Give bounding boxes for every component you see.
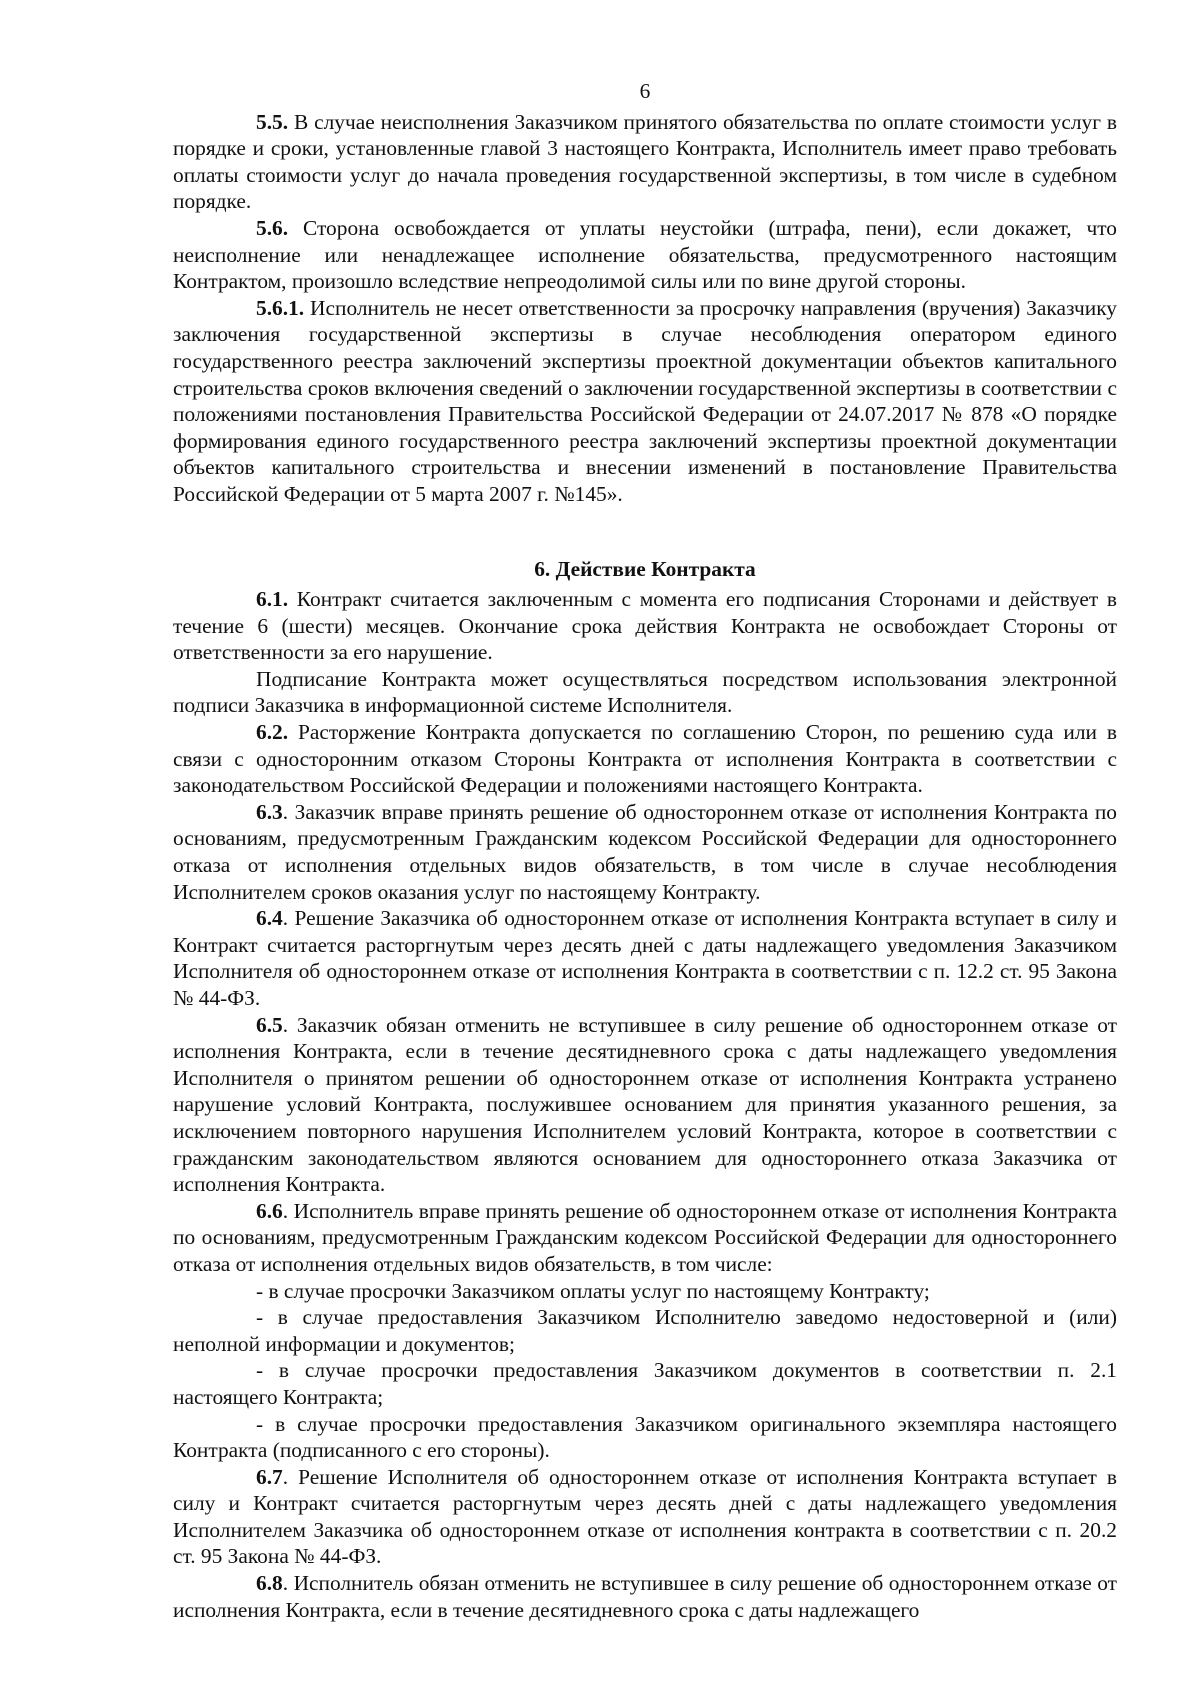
clause-text: Исполнитель не несет ответственности за просрочку направления (вручения) Заказчику заключения государственной экспертизы в случае несоблюдения оператором единого государственного реестра заключений экспертизы проектной документации объектов капитального строительства сроков включения сведений о заключении государственной экспертизы в соответствии с положениями постановления Правительства Российской Федерации от 24.07.2017 № 878 «О порядке формирования единого государственного реестра заключений экспертизы проектной документации объектов капитального строительства и внесении изменений в постановление Правительства Российской Федерации от 5 марта 2007 г. №145».	[173, 295, 1117, 506]
clause-6-1	[173, 586, 1117, 666]
clause-text: . Заказчик обязан отменить не вступившее в силу решение об одностороннем отказе от исполнения Контракта, если в течение десятидневного срока с даты надлежащего уведомления Исполнителя о принятом решении об одностороннем отказе от исполнения Контракта устранено нарушение условий Контракта, послужившее основанием для принятия указанного решения, за исключением повторного нарушения Исполнителем условий Контракта, которое в соответствии с гражданским законодательством являются основанием для одностороннего отказа Заказчика от исполнения Контракта.	[173, 1012, 1117, 1197]
list-item: - в случае просрочки Заказчиком оплаты услуг по настоящему Контракту;	[256, 1278, 930, 1303]
clause-number: 6.7	[256, 1464, 283, 1489]
clause-5-6	[173, 215, 1117, 295]
clause-6-1-signature: Подписание Контракта может осуществляться посредством использования электронной подписи Заказчика в информационной системе Исполнителя.	[173, 666, 1117, 718]
clause-6-6	[173, 1198, 1117, 1278]
clause-text: Сторона освобождается от уплаты неустойки (штрафа, пени), если докажет, что неисполнение или ненадлежащее исполнение обязательства, предусмотренного настоящим Контрактом, произошло вследствие непреодолимой силы или по вине другой стороны.	[173, 215, 1117, 294]
clause-text: . Исполнитель обязан отменить не вступившее в силу решение об одностороннем отказе от исполнения Контракта, если в течение десятидневного срока с даты надлежащего	[173, 1571, 1117, 1622]
clause-number: 5.5.	[256, 109, 289, 134]
clause-number: 6.4	[256, 906, 283, 931]
clause-6-5	[173, 1012, 1117, 1198]
clause-number: 6.5	[256, 1012, 283, 1037]
list-item: - в случае просрочки предоставления Заказчиком документов в соответствии п. 2.1 настоящего Контракта;	[173, 1358, 1117, 1409]
clause-number: 5.6.1.	[256, 295, 305, 320]
page-number: 6	[639, 79, 651, 103]
clause-text: . Заказчик вправе принять решение об одностороннем отказе от исполнения Контракта по основаниям, предусмотренным Гражданским кодексом Российской Федерации для одностороннего отказа от исполнения отдельных видов обязательств, в том числе в случае несоблюдения Исполнителем сроков оказания услуг по настоящему Контракту.	[173, 799, 1117, 904]
clause-6-2	[173, 719, 1117, 799]
clause-text: В случае неисполнения Заказчиком принятого обязательства по оплате стоимости услуг в порядке и сроки, установленные главой 3 настоящего Контракта, Исполнитель имеет право требовать оплаты стоимости услуг до начала проведения государственной экспертизы, в том числе в судебном порядке.	[173, 109, 1117, 214]
clause-number: 6.2.	[256, 720, 289, 745]
clause-number: 6.6	[256, 1198, 283, 1223]
clause-number: 6.1.	[256, 587, 289, 612]
clause-5-6-1	[173, 295, 1117, 508]
clause-number: 6.3	[256, 799, 283, 824]
clause-text: Расторжение Контракта допускается по соглашению Сторон, по решению суда или в связи с односторонним отказом Стороны Контракта от исполнения Контракта в соответствии с законодательством Российской Федерации и положениями настоящего Контракта.	[173, 720, 1117, 798]
clause-text: . Решение Исполнителя об одностороннем отказе от исполнения Контракта вступает в силу и Контракт считается расторгнутым через десять дней с даты надлежащего уведомления Исполнителем Заказчика об одностороннем отказе от исполнения контракта в соответствии с п. 20.2 ст. 95 Закона № 44-ФЗ.	[173, 1464, 1117, 1569]
clause-6-3	[173, 799, 1117, 905]
section-heading: 6. Действие Контракта	[534, 556, 756, 581]
clause-number: 5.6.	[256, 215, 289, 240]
clause-6-4	[173, 905, 1117, 1011]
clause-6-7	[173, 1464, 1117, 1570]
list-item: - в случае просрочки предоставления Заказчиком оригинального экземпляра настоящего Контракта (подписанного с его стороны).	[173, 1411, 1117, 1463]
list-item: - в случае предоставления Заказчиком Исполнителю заведомо недостоверной и (или) неполной информации и документов;	[173, 1305, 1117, 1356]
clause-6-8	[173, 1570, 1117, 1623]
clause-text: Контракт считается заключенным с момента его подписания Сторонами и действует в течение 6 (шести) месяцев. Окончание срока действия Контракта не освобождает Стороны от ответственности за его нарушение.	[173, 587, 1117, 665]
clause-number: 6.8	[256, 1571, 283, 1596]
clause-text: . Решение Заказчика об одностороннем отказе от исполнения Контракта вступает в силу и Контракт считается расторгнутым через десять дней с даты надлежащего уведомления Заказчиком Исполнителя об одностороннем отказе от исполнения Контракта в соответствии с п. 12.2 ст. 95 Закона № 44-ФЗ.	[173, 906, 1117, 1010]
clause-5-5	[173, 109, 1117, 215]
clause-text: . Исполнитель вправе принять решение об одностороннем отказе от исполнения Контракта по основаниям, предусмотренным Гражданским кодексом Российской Федерации для одностороннего отказа от исполнения отдельных видов обязательств, в том числе:	[173, 1198, 1117, 1276]
